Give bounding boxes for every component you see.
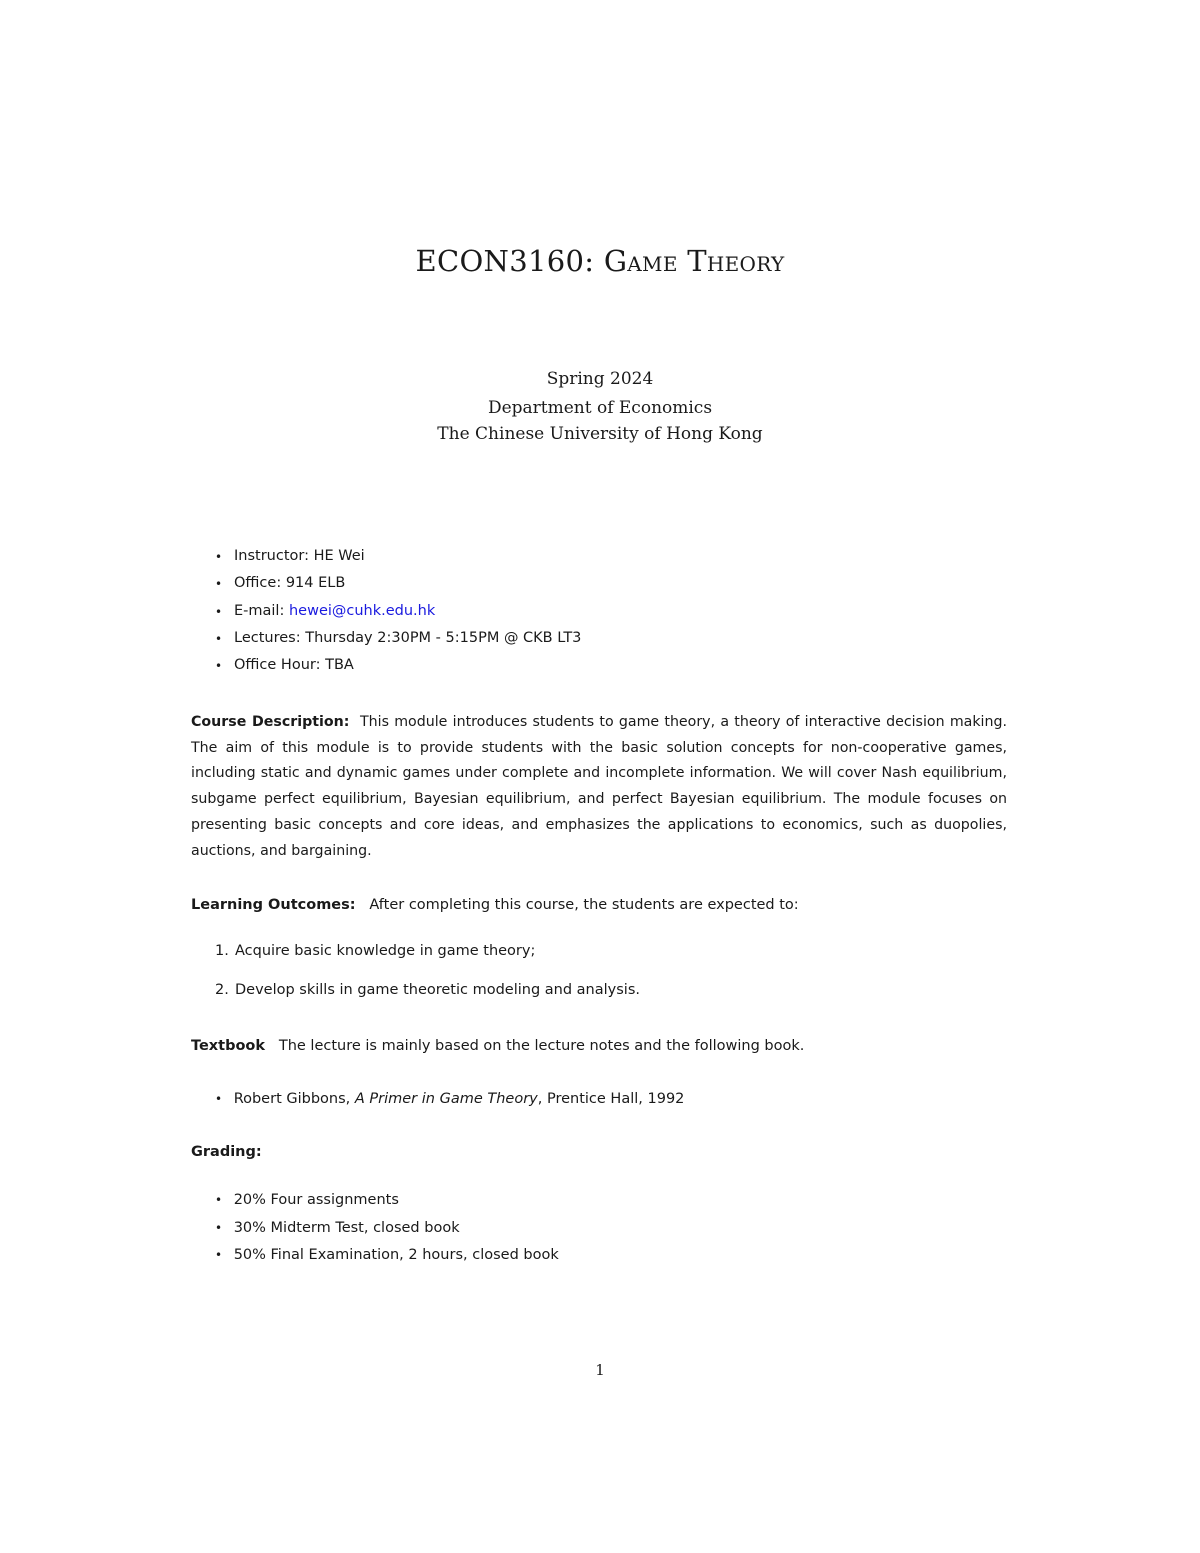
grading-item [215,1217,460,1239]
course-name: Game Theory [603,244,785,278]
bullet-icon: • [215,1193,223,1207]
term: Spring 2024 [546,369,654,389]
course-description-text: This module introduces students to game theory, a theory of interactive decision making. The aim of this module is to provide students with the basic solution concepts for non-cooperative games, including static and dynamic games under complete and incomplete information. We will cover Nash equilibrium, subgame perfect equilibrium, Bayesian equilibrium, and perfect Bayesian equilibrium. The module focuses on presenting basic concepts and core ideas, and emphasizes the applications to economics, such as duopolies, auctions, and bargaining. [191,714,1007,859]
outcome-item: Acquire basic knowledge in game theory; [235,943,536,959]
instructor-label: Instructor: [234,548,309,564]
textbook-author: Robert Gibbons, [233,1091,351,1107]
lectures-value: Thursday 2:30PM - 5:15PM @ CKB LT3 [305,629,582,646]
office-hour-label: Office Hour: [234,657,321,674]
bullet-icon: • [215,577,223,592]
department: Department of Economics [487,398,713,418]
list-item [215,628,581,655]
outcome-item: Develop skills in game theoretic modeling and analysis. [235,982,640,998]
course-description-heading: Course Description: [191,714,350,730]
bullet-icon: • [215,659,223,674]
course-description [191,710,1007,864]
page-title [0,244,1200,278]
bullet-icon: • [215,1092,223,1106]
bullet-icon: • [215,604,223,619]
outcome-number: 1. [215,943,229,959]
office-hour-value: TBA [325,657,354,674]
grading-item-text: 30% Midterm Test, closed book [233,1220,460,1236]
university: The Chinese University of Hong Kong [437,424,763,444]
grading-item [215,1189,399,1211]
list-item [215,573,581,600]
grading-item-text: 20% Four assignments [233,1192,399,1208]
textbook-publisher: , Prentice Hall, 1992 [537,1091,685,1107]
textbook-item [215,1088,684,1110]
textbook-intro: The lecture is mainly based on the lecture notes and the following book. [278,1038,805,1054]
instructor-value: HE Wei [313,548,365,564]
course-info-list [215,546,581,682]
course-code: ECON3160: [415,244,595,278]
grading-section [191,1144,262,1160]
grading-heading: Grading: [191,1144,262,1160]
bullet-icon: • [215,1221,223,1235]
textbook-section [191,1038,804,1054]
list-item [215,601,581,628]
email-link[interactable]: hewei@cuhk.edu.hk [288,602,436,619]
bullet-icon: • [215,1248,223,1262]
list-item [215,546,581,573]
grading-item [215,1244,559,1266]
list-item [215,655,581,682]
learning-outcomes-intro: After completing this course, the students are expected to: [369,897,799,913]
learning-outcomes [191,897,799,913]
grading-item-text: 50% Final Examination, 2 hours, closed book [233,1247,559,1263]
outcome-number: 2. [215,982,229,998]
email-label: E-mail: [234,602,285,619]
bullet-icon: • [215,550,223,564]
textbook-title: A Primer in Game Theory [354,1091,538,1107]
office-label: Office: [234,575,282,592]
lectures-label: Lectures: [234,629,301,646]
bullet-icon: • [215,631,223,646]
office-value: 914 ELB [285,575,346,592]
learning-outcomes-heading: Learning Outcomes: [191,897,356,913]
textbook-heading: Textbook [191,1038,266,1054]
page-number: 1 [595,1361,605,1379]
